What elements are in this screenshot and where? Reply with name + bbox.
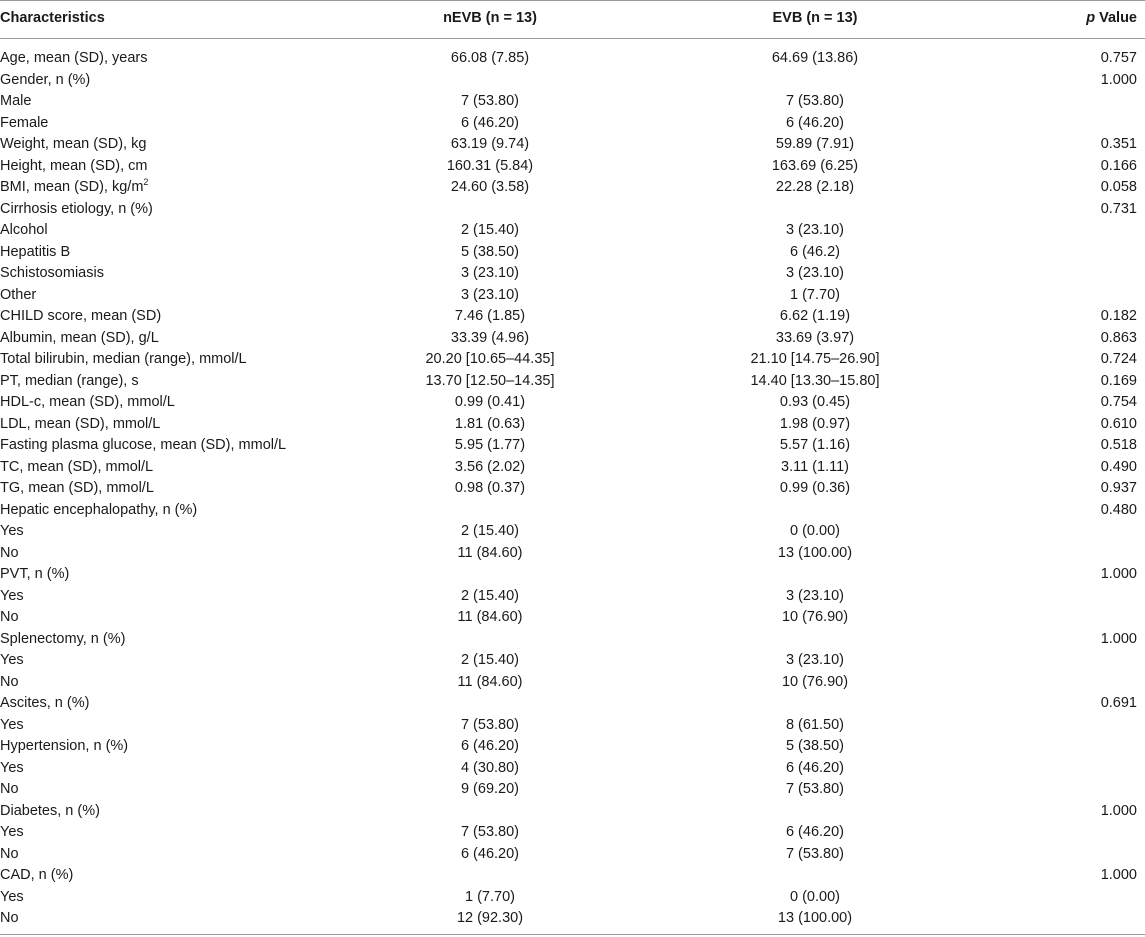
row-evb-value: 7 (53.80): [785, 781, 845, 797]
header-p-italic: p: [1086, 10, 1096, 26]
row-label: [0, 134, 146, 156]
row-nevb-value: 0.98 (0.37): [454, 480, 526, 496]
row-nevb-value: 5 (38.50): [460, 243, 520, 260]
row-nevb-value: 9 (69.20): [460, 781, 520, 797]
table-bottom-rule: [0, 934, 1145, 935]
row-label-text: PVT, n (%): [0, 566, 70, 582]
row-p-value: 0.691: [1100, 695, 1137, 711]
row-label-text: Other: [0, 286, 37, 303]
row-label-text: Diabetes, n (%): [0, 802, 100, 819]
table-row: [0, 650, 1145, 672]
table-row: [0, 908, 1145, 930]
row-label-text: No: [0, 910, 19, 926]
row-nevb-value: 5.95 (1.77): [454, 437, 526, 453]
row-label-text: Ascites, n (%): [0, 695, 90, 711]
row-evb-value: 5.57 (1.16): [779, 437, 851, 453]
row-label-text: Cirrhosis etiology, n (%): [0, 200, 153, 217]
row-label: [0, 521, 24, 543]
row-label-text: CHILD score, mean (SD): [0, 308, 162, 324]
row-evb-value: 0 (0.00): [790, 523, 840, 539]
row-evb-value: 5 (38.50): [785, 738, 845, 754]
table-row: [0, 349, 1145, 371]
row-label: [0, 414, 160, 436]
row-label: [0, 887, 24, 909]
row-nevb-value: 20.20 [10.65–44.35]: [425, 351, 555, 367]
table-row: [0, 306, 1145, 328]
table-row: [0, 672, 1145, 694]
row-p-value: 1.000: [1100, 71, 1137, 88]
row-nevb-value: 3.56 (2.02): [454, 458, 526, 475]
row-p-value: 0.182: [1100, 308, 1137, 324]
row-nevb-value: 2 (15.40): [460, 587, 520, 604]
row-label-text: Hypertension, n (%): [0, 738, 129, 754]
table-row: [0, 607, 1145, 629]
row-nevb-value: 7 (53.80): [460, 93, 520, 109]
row-evb-value: 6 (46.20): [785, 759, 845, 776]
row-label: [0, 156, 147, 178]
row-evb-value: 59.89 (7.91): [775, 136, 855, 152]
row-nevb-value: 66.08 (7.85): [450, 50, 530, 66]
row-nevb-value: 11 (84.60): [457, 544, 523, 561]
table-row: [0, 865, 1145, 887]
row-label-text: Total bilirubin, median (range), mmol/L: [0, 351, 247, 367]
row-label: [0, 328, 159, 350]
row-p-value: 0.169: [1100, 372, 1137, 389]
row-evb-value: 3 (23.10): [785, 587, 845, 604]
table-row: [0, 693, 1145, 715]
row-label-text: Yes: [0, 652, 24, 668]
row-label: [0, 435, 286, 457]
row-label-text: Albumin, mean (SD), g/L: [0, 329, 159, 346]
table-row: [0, 500, 1145, 522]
row-label: [0, 822, 24, 844]
row-label: [0, 91, 31, 113]
row-label-text: Yes: [0, 824, 24, 840]
row-p-value: 0.863: [1100, 329, 1137, 346]
row-p-value: 0.058: [1100, 179, 1137, 195]
row-label: [0, 586, 24, 608]
row-nevb-value: 2 (15.40): [460, 652, 520, 668]
row-nevb-value: 6 (46.20): [460, 114, 520, 131]
row-label-text: Yes: [0, 587, 24, 604]
row-label: [0, 779, 19, 801]
table-row: [0, 564, 1145, 586]
row-label: [0, 242, 70, 264]
row-nevb-value: 3 (23.10): [460, 286, 520, 303]
row-nevb-value: 6 (46.20): [460, 738, 520, 754]
row-p-value: 0.937: [1100, 480, 1137, 496]
table-row: [0, 779, 1145, 801]
row-label: [0, 392, 175, 414]
row-evb-value: 3 (23.10): [785, 265, 845, 281]
row-evb-value: 13 (100.00): [777, 910, 853, 926]
header-p-value: [1086, 8, 1137, 30]
row-evb-value: 1.98 (0.97): [779, 415, 851, 432]
table-row: [0, 435, 1145, 457]
row-p-value: 0.754: [1100, 394, 1137, 410]
row-label: [0, 844, 19, 866]
row-nevb-value: 7 (53.80): [460, 824, 520, 840]
row-p-value: 0.490: [1100, 458, 1137, 475]
row-nevb-value: 11 (84.60): [457, 673, 523, 690]
table-row: [0, 134, 1145, 156]
row-label: [0, 349, 247, 371]
table-row: [0, 263, 1145, 285]
row-label: [0, 908, 19, 930]
table-row: [0, 199, 1145, 221]
table-row: [0, 758, 1145, 780]
table-row: [0, 392, 1145, 414]
row-nevb-value: 2 (15.40): [460, 523, 520, 539]
table-row: [0, 887, 1145, 909]
row-label-text: No: [0, 544, 19, 561]
row-label-text: Alcohol: [0, 222, 48, 238]
table-body: [0, 48, 1145, 930]
row-evb-value: 8 (61.50): [785, 716, 845, 733]
row-evb-value: 163.69 (6.25): [771, 157, 859, 174]
row-label-superscript: 2: [143, 177, 149, 188]
table-row: [0, 414, 1145, 436]
row-evb-value: 7 (53.80): [785, 845, 845, 862]
row-nevb-value: 4 (30.80): [460, 759, 520, 776]
table-row: [0, 113, 1145, 135]
row-label: [0, 177, 148, 199]
row-nevb-value: 1.81 (0.63): [454, 415, 526, 432]
table-row: [0, 242, 1145, 264]
table-row: [0, 328, 1145, 350]
row-label: [0, 801, 100, 823]
row-label-text: Splenectomy, n (%): [0, 630, 126, 647]
row-label-text: Schistosomiasis: [0, 265, 104, 281]
row-evb-value: 0 (0.00): [790, 888, 840, 905]
row-label: [0, 478, 154, 500]
row-p-value: 0.518: [1100, 437, 1137, 453]
row-p-value: 1.000: [1100, 802, 1137, 819]
table-row: [0, 521, 1145, 543]
row-nevb-value: 6 (46.20): [460, 845, 520, 862]
row-label-text: Yes: [0, 759, 24, 776]
table-row: [0, 48, 1145, 70]
table-row: [0, 715, 1145, 737]
row-label-text: Gender, n (%): [0, 71, 91, 88]
row-nevb-value: 33.39 (4.96): [450, 329, 530, 346]
table-row: [0, 478, 1145, 500]
row-evb-value: 14.40 [13.30–15.80]: [750, 372, 880, 389]
row-evb-value: 13 (100.00): [777, 544, 853, 561]
header-nevb: nEVB (n = 13): [443, 10, 537, 26]
row-label-text: BMI, mean (SD), kg/m: [0, 179, 144, 195]
table-row: [0, 736, 1145, 758]
row-evb-value: 1 (7.70): [790, 286, 840, 303]
row-nevb-value: 11 (84.60): [457, 609, 523, 625]
row-label-text: Hepatic encephalopathy, n (%): [0, 501, 198, 518]
row-nevb-value: 24.60 (3.58): [450, 179, 530, 195]
row-label-text: No: [0, 609, 19, 625]
table-row: [0, 371, 1145, 393]
row-p-value: 0.351: [1100, 136, 1137, 152]
row-p-value: 0.731: [1100, 200, 1137, 217]
row-label-text: No: [0, 845, 19, 862]
row-label-text: No: [0, 781, 19, 797]
row-evb-value: 7 (53.80): [785, 93, 845, 109]
row-label-text: Hepatitis B: [0, 243, 71, 260]
row-evb-value: 22.28 (2.18): [775, 179, 855, 195]
row-label: [0, 48, 147, 70]
table-row: [0, 822, 1145, 844]
row-p-value: 0.724: [1100, 351, 1137, 367]
row-label: [0, 693, 89, 715]
row-nevb-value: 160.31 (5.84): [446, 157, 534, 174]
row-evb-value: 3 (23.10): [785, 222, 845, 238]
row-label: [0, 543, 19, 565]
row-p-value: 0.610: [1100, 415, 1137, 432]
row-evb-value: 6 (46.20): [785, 824, 845, 840]
row-label: [0, 607, 19, 629]
table-row: [0, 629, 1145, 651]
row-evb-value: 0.93 (0.45): [779, 394, 851, 410]
row-evb-value: 3.11 (1.11): [781, 458, 849, 475]
row-label: [0, 199, 153, 221]
row-nevb-value: 63.19 (9.74): [450, 136, 530, 152]
row-nevb-value: 7 (53.80): [460, 716, 520, 733]
row-label: [0, 220, 48, 242]
header-characteristics: Characteristics: [0, 10, 105, 26]
row-label: [0, 715, 24, 737]
row-label-text: PT, median (range), s: [0, 372, 139, 389]
row-label: [0, 500, 197, 522]
row-p-value: 1.000: [1100, 867, 1137, 883]
row-label: [0, 736, 128, 758]
row-p-value: 0.166: [1100, 157, 1137, 174]
row-label: [0, 564, 69, 586]
row-p-value: 0.757: [1100, 50, 1137, 66]
row-label: [0, 758, 24, 780]
table-row: [0, 543, 1145, 565]
row-evb-value: 33.69 (3.97): [775, 329, 855, 346]
header-evb: EVB (n = 13): [772, 10, 858, 26]
row-label: [0, 457, 153, 479]
row-nevb-value: 2 (15.40): [460, 222, 520, 238]
table-row: [0, 70, 1145, 92]
row-label-text: LDL, mean (SD), mmol/L: [0, 415, 161, 432]
table-row: [0, 285, 1145, 307]
row-evb-value: 6 (46.2): [790, 243, 840, 260]
row-label-text: CAD, n (%): [0, 867, 74, 883]
row-label-text: TG, mean (SD), mmol/L: [0, 480, 154, 496]
table-row: [0, 91, 1145, 113]
row-nevb-value: 7.46 (1.85): [454, 308, 526, 324]
row-label-text: Male: [0, 93, 32, 109]
table-row: [0, 156, 1145, 178]
row-label-text: Fasting plasma glucose, mean (SD), mmol/L: [0, 437, 287, 453]
table-row: [0, 220, 1145, 242]
row-label: [0, 113, 48, 135]
row-evb-value: 21.10 [14.75–26.90]: [750, 351, 880, 367]
table-row: [0, 801, 1145, 823]
row-p-value: 1.000: [1100, 630, 1137, 647]
row-evb-value: 10 (76.90): [781, 609, 849, 625]
row-evb-value: 6 (46.20): [785, 114, 845, 131]
row-label: [0, 629, 125, 651]
row-label: [0, 650, 24, 672]
table-row: [0, 457, 1145, 479]
row-evb-value: 10 (76.90): [781, 673, 849, 690]
table-row: [0, 844, 1145, 866]
row-label-text: Yes: [0, 716, 24, 733]
row-label-text: Yes: [0, 523, 24, 539]
row-label-text: Age, mean (SD), years: [0, 50, 148, 66]
row-label-text: No: [0, 673, 19, 690]
row-label: [0, 306, 161, 328]
row-evb-value: 6.62 (1.19): [779, 308, 851, 324]
row-p-value: 1.000: [1100, 566, 1137, 582]
row-label: [0, 263, 104, 285]
table-header-row: [0, 0, 1145, 38]
row-label-text: Yes: [0, 888, 24, 905]
row-label-text: HDL-c, mean (SD), mmol/L: [0, 394, 175, 410]
table-header-rule: [0, 38, 1145, 39]
row-evb-value: 3 (23.10): [785, 652, 845, 668]
header-p-rest: Value: [1095, 10, 1137, 26]
row-nevb-value: 13.70 [12.50–14.35]: [425, 372, 555, 389]
row-nevb-value: 1 (7.70): [465, 888, 515, 905]
row-label-text: Weight, mean (SD), kg: [0, 136, 147, 152]
row-label: [0, 672, 19, 694]
row-p-value: 0.480: [1100, 501, 1137, 518]
row-label-text: TC, mean (SD), mmol/L: [0, 458, 154, 475]
row-label-text: Female: [0, 114, 49, 131]
row-nevb-value: 3 (23.10): [460, 265, 520, 281]
row-nevb-value: 0.99 (0.41): [454, 394, 526, 410]
row-evb-value: 0.99 (0.36): [779, 480, 851, 496]
row-label: [0, 70, 90, 92]
row-evb-value: 64.69 (13.86): [771, 50, 859, 66]
row-label: [0, 371, 139, 393]
table-row: [0, 177, 1145, 199]
row-label: [0, 865, 73, 887]
row-label-text: Height, mean (SD), cm: [0, 157, 148, 174]
row-label: [0, 285, 36, 307]
row-nevb-value: 12 (92.30): [456, 910, 524, 926]
table-row: [0, 586, 1145, 608]
